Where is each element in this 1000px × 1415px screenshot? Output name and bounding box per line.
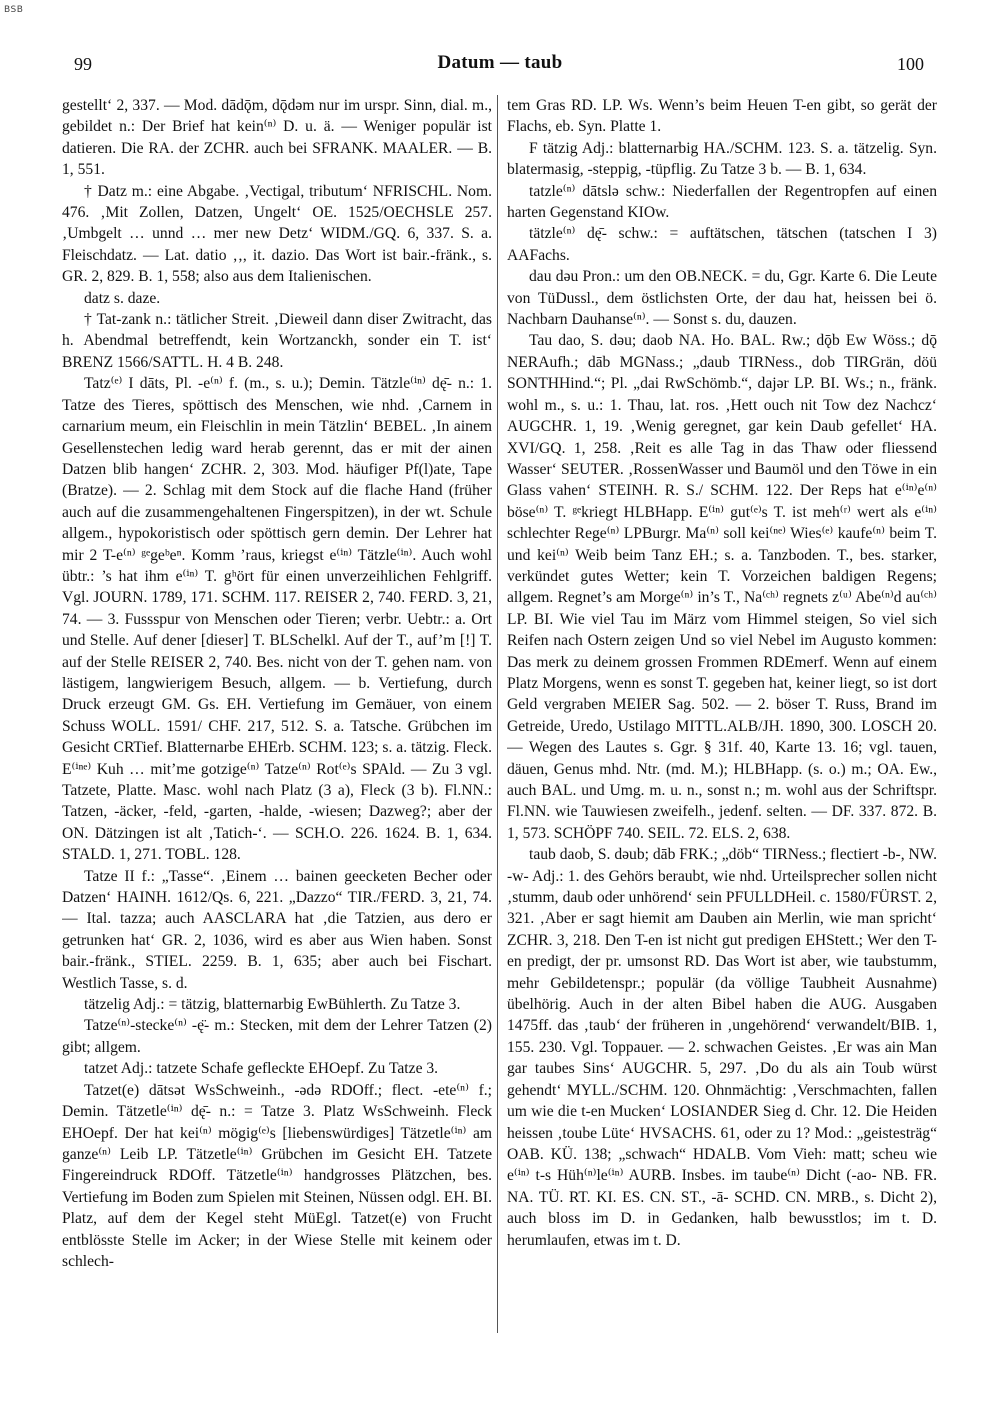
entry-tatzet-adj: tatzet Adj.: tatzete Schafe gefleckte EHOepf. Zu Tatze 3. [84, 1060, 439, 1078]
right-column [507, 95, 937, 1335]
running-title: Datum — taub [437, 52, 563, 73]
page-number-right: 100 [897, 54, 924, 74]
entry-tau: Tau dao, S. dəu; daob NA. Ho. BAL. Rw.; dǭb Ew Wöss.; dǭ NERAufh.; dāb MGNass.; „daub TIRNess., dob TIRGrän, döü SONTHHind.“; Pl. „dai RwSchömb.“, dajər LP. BI. Ws.; n., fränk. wohl m., s. u.: 1. Thau, lat. ros. ‚Hett ouch nit Tow dez Nachcz‘ AUGCHR. 1, 19. ‚Wenig geregnet, gar kein Daub gefellet‘ HA. XVI/GQ. 1, 258. ‚Reit es alle Tag in das Thaw oder fliessend Wasser‘ SEUTER. ‚RossenWasser und Baumöl und den Töwe in ein Glass vahen‘ STEINH. R. S./ SCHM. 122. Der Reps hat e⁽ⁱⁿ⁾e⁽ⁿ⁾ böse⁽ⁿ⁾ T. ᵍᵉkriegt HLBHapp. E⁽ⁱⁿ⁾ gut⁽ᵉ⁾s T. ist meh⁽ʳ⁾ wert als e⁽ⁱⁿ⁾ schlechter Rege⁽ⁿ⁾ LPBurgr. Ma⁽ⁿ⁾ soll kei⁽ⁿᵉ⁾ Wies⁽ᵉ⁾ kaufe⁽ⁿ⁾ beim T. und kei⁽ⁿ⁾ Weib beim Tanz EH.; s. a. Tanzboden. T., bes. starker, verkündet gutes Wetter; kein T. Vorzeichen baldigen Regens; allgem. Regnet’s am Morge⁽ⁿ⁾ in’s T., Na⁽ᶜʰ⁾ regnets z⁽ᵘ⁾ Abe⁽ⁿ⁾d au⁽ᶜʰ⁾ LP. BI. Wie viel Tau im März vom Himmel steigen, So viel sich Reifen nach Ostern zeigen Und so viel Nebel im Augusto kommen: Das merk zu deinem grossen Frommen RDEmerf. Wenn auf einem Platz Morgens, wenn es sonst T. gegeben hat, keiner liegt, so ist dort Geld vergraben MEIER Sag. 502. — 2. böser T. Russ, Brand im Getreide, Uredo, Ustilago MITTL.ALB/JH. 1890, 300. LOSCH 20. — Wegen des Lautes s. Ggr. § 31f. 40, Karte 13. 16; vgl. tauen, däuen, Genus mhd. Ntr. (md. M.); HLBHapp. (s. o.) m.; OA. Ew., auch BAL. und Umg. m. u. n., sonst n.; m. wohl aus der Schriftspr. Fl.NN. wie Tauwiesen zweifelh., jedenf. selten. — DF. 337. 872. B. 1, 573. SCHÖPF 740. SEIL. 72. ELS. 2, 638. [507, 332, 937, 842]
library-stamp: BSB [4, 5, 24, 15]
entry-taub: taub daob, S. dəub; dāb FRK.; „döb“ TIRNess.; flectiert -b-, NW. -w- Adj.: 1. des Gehörs beraubt, wie nhd. Urteilsprecher sollen nicht ‚stumm, daub oder unhörend‘ sein PFULLDHeil. c. 1580/FÜRST. 2, 321. ‚Aber er sagt hiemit am Dauben ain Merlin, wie man spricht‘ ZCHR. 3, 218. Den T-en ist nicht gut predigen EHStett.; Wer den T-en predigt, der pr. umsonst RD. Das Wort ist aber, wie taubstumm, mehr Gebildetenspr.; populär (da völlige Taubheit Ausnahme) übelhörig. Auch in der alten Bibel haben die AUG. Ausgaben 1475ff. das ‚taub‘ der früheren in ‚ungehörend‘ verwandelt/BIB. 1, 155. 230. Vgl. Toppauer. — 2. schwachen Geistes. ‚Er was ain Man gar taubes Sins‘ AUGCHR. 5, 297. ‚Do du als ain Toub würst gehendt‘ MYLL./SCHM. 120. Ohnmächtig: ‚Verschmachten, fallen um wie die t-en Mucken‘ LOSIANDER Sieg d. Chr. 12. Die Heiden heissen ‚toube Lüte‘ HVSACHS. 61, oder zu 1? Mod.: „geistesträg“ OAB. KÜ. 138; „schwach“ HDALB. Vom Vieh: matt; scheu wie e⁽ⁱⁿ⁾ t-s Hüh⁽ⁿ⁾le⁽ⁱⁿ⁾ AURB. Insbes. im taube⁽ⁿ⁾ Dicht (-ao- NB. FR. NA. TÜ. RT. KI. ES. CN. ST., -ā- SCHD. CN. MRB., s. Dicht 2), auch bloss im D. in Gedanken, halb bewusstlos; im t. D. herumlaufen, etwas im t. D. [507, 846, 937, 1249]
entry-taetzig: F tätzig Adj.: blatternarbig HA./SCHM. 123. S. a. tätzelig. Syn. blatermasig, -steppig, -tüpflig. Zu Tatze 3 b. — B. 1, 634. [507, 139, 937, 179]
entry-tatzete: Tatzet(e) dātsət WsSchweinh., -ədə RDOff.; flect. -ete⁽ⁿ⁾ f.; Demin. Tätzetle⁽ⁱⁿ⁾ dę̄- n.: = Tatze 3. Platz WsSchweinh. Fleck EHOepf. Der hat kei⁽ⁿ⁾ mögig⁽ᵉ⁾s [liebenswürdiges] Tätzetle⁽ⁱⁿ⁾ am ganze⁽ⁿ⁾ Leib LP. Tätzetle⁽ⁱⁿ⁾ Grübchen im Gesicht EH. Tatzete Fingereindruck RDOff. Tätzetle⁽ⁱⁿ⁾ handgrosses Plätzchen, bes. Vertiefung im Boden zum Spielen mit Steinen, Nüssen odgl. EH. BI. Platz, auf dem der Kegel steht MüEgl. Tatzet(e) von Frucht entblösste Stelle im Acker; in der Wiese Stelle mit keinem oder schlech- [62, 1081, 492, 1270]
entry-tatzenstecken: Tatze⁽ⁿ⁾-stecke⁽ⁿ⁾ -ę̈- m.: Stecken, mit dem der Lehrer Tatzen (2) gibt; allgem. [62, 1017, 492, 1056]
entry-taetzelig: tätzelig Adj.: = tätzig, blatternarbig EwBühlerth. Zu Tatze 3. [84, 996, 461, 1014]
left-column [62, 95, 492, 1335]
entry-text: tem Gras RD. LP. Ws. Wenn’s beim Heuen T-en gibt, so gerät der Flachs, eb. Syn. Platte 1. [507, 97, 937, 136]
page-header [62, 48, 938, 78]
entry-dau: dau dəu Pron.: um den OB.NECK. = du, Ggr. Karte 6. Die Leute von TüDussl., dem östlichsten Orte, der dau hat, heissen bei ö. Nachbarn Dauhanse⁽ⁿ⁾. — Sonst s. du, dauzen. [507, 268, 937, 329]
entry-tatze-ii: Tatze II f.: „Tasse“. ‚Einem … bainen geecketen Becher oder Datzen‘ HAINH. 1612/Qs. 6, 221. „Dazzo“ TIR./FERD. 3, 21, 74. — Ital. tazza; auch AASCLARA hat ‚die Tatzien, aus dero er getrunken hat‘ GR. 2, 1036, wird es aber aus Wien haben. Sonst bair.-fränk., STIEL. 2259. B. 1, 635; aber auch bei Fischart. Westlich Tasse, s. d. [62, 867, 492, 992]
entry-tatzlen: tatzle⁽ⁿ⁾ dātslə schw.: Niederfallen der Regentropfen auf einen harten Gegenstand KIOw. [507, 182, 937, 222]
entry-taetzlen: tätzle⁽ⁿ⁾ dę̄- schw.: = auftätschen, tätschen (tatschen I 3) AAFachs. [507, 225, 937, 264]
entry-tatze-i: Tatz⁽ᵉ⁾ I dāts, Pl. -e⁽ⁿ⁾ f. (m., s. u.); Demin. Tätzle⁽ⁱⁿ⁾ dę̄- n.: 1. Tatze des Tieres, spöttisch des Menschen, wie nhd. ‚Carnem in carnarium meum, ein Fleischlin in mein Tätzlin‘ BEBEL. ‚In ainem Gesellenstechen ledig ward herab gerennt, das er mit der ainen Datzen blib hangen‘ ZCHR. 2, 303. Mod. häufiger Pf(l)ate, Tape (Bratze). — 2. Schlag mit dem Stock auf die flache Hand (früher auch auf die zusammengehaltenen Fingerspitzen), in der wt. Schule allgem., hypokoristisch oder spöttisch gern demin. Der Lehrer hat mir 2 T-e⁽ⁿ⁾ ᵍᵉgeᵇeⁿ. Komm ’raus, kriegst e⁽ⁱⁿ⁾ Tätzle⁽ⁱⁿ⁾. Auch wohl übtr.: ’s hat ihm e⁽ⁱⁿ⁾ T. gʰört für einen unverzeihlichen Fehlgriff. Vgl. JOURN. 1789, 171. SCHM. 117. REISER 2, 740. FERD. 3, 21, 74. — 3. Fussspur von Menschen oder Tieren; verbr. Uebtr.: a. Ort und Stelle. Auf dener [dieser] T. BLSchelkl. Auf der T., auf’m [!] T. auf der Stelle REISER 2, 740. Bes. nicht von der T. gehen nam. von lästigem, langwierigem Besuch, allgem. — b. Vertiefung, durch Druck erzeugt GM. Gs. EH. Vertiefung im Gemäuer, von einem Schuss WOLL. 1591/ CHF. 217, 512. S. a. Tatsche. Grübchen im Gesicht CRTief. Blatternarbe EHErb. SCHM. 123; s. a. tätzig. Fleck. E⁽ⁱⁿᵉ⁾ Kuh … mit’me gotzige⁽ⁿ⁾ Tatze⁽ⁿ⁾ Rot⁽ᵉ⁾s SPAld. — Zu 3 vgl. Tatzete, Platte. Masc. wohl nach Platz (3 a), Fleck (3 b). Fl.NN.: Tatzen, -äcker, -feld, -garten, -halde, -wiesen; Dazweg?; aber der ON. Dätzingen ist alt ‚Tatich-‘. — SCH.O. 226. 1624. B. 1, 634. STALD. 1, 271. TOBL. 128. [62, 375, 492, 864]
entry-tat-zank: † Tat-zank n.: tätlicher Streit. ‚Dieweil dann diser Zwitracht, das h. Abendmal betreffendt, kein Wortzanckh, sonder ein T. ist‘ BRENZ 1566/SATTL. H. 4 B. 248. [62, 311, 492, 371]
entry-datz: † Datz m.: eine Abgabe. ‚Vectigal, tributum‘ NFRISCHL. Nom. 476. ‚Mit Zollen, Datzen, Ungelt‘ OE. 1525/OECHSLE 257. ‚Umbgelt … unnd … mer new Detz‘ WIDM./GQ. 6, 337. S. a. Fleischdatz. — Lat. datio ‚‚, it. dazio. Das Wort ist bair.-fränk., s. GR. 2, 829. B. 1, 558; also aus dem Italienischen. [62, 182, 492, 286]
entry-text: gestellt‘ 2, 337. — Mod. dādǭm, dǭdəm nur im urspr. Sinn, dial. m., gebildet n.: Der Brief hat kein⁽ⁿ⁾ D. u. ä. — Weniger populär ist datieren. Die RA. der ZCHR. auch bei SFRANK. MAALER. — B. 1, 551. [62, 97, 492, 179]
column-divider [497, 95, 498, 1333]
entry-datz-ref: datz s. daze. [84, 289, 161, 307]
page-number-left: 99 [74, 54, 92, 74]
